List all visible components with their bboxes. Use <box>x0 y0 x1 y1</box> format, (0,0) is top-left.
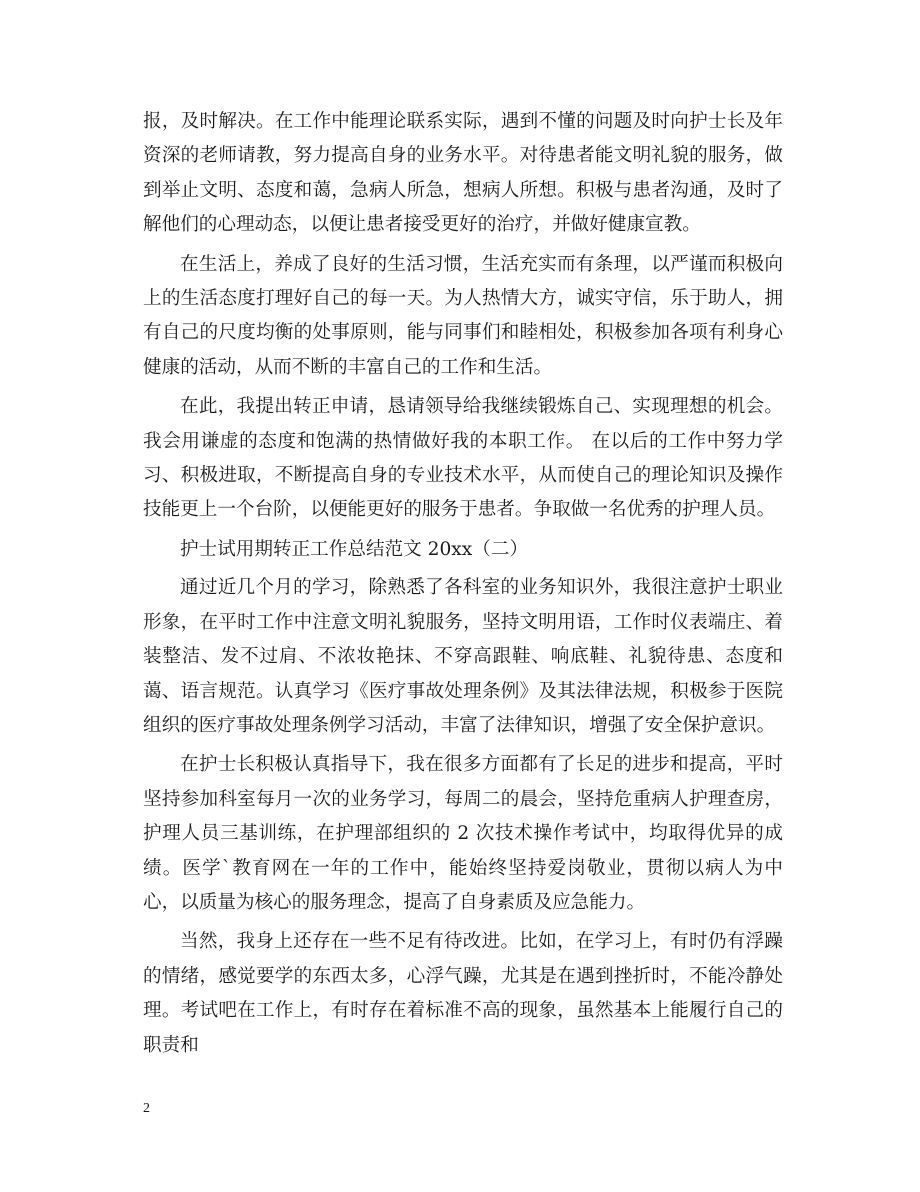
body-paragraph: 在护士长积极认真指导下，我在很多方面都有了长足的进步和提高，平时坚持参加科室每月一次的业务学习，每周二的晨会，坚持危重病人护理查房，护理人员三基训练，在护理部组织的 2 次技术操作考试中，均取得优异的成绩。医学`教育网在一年的工作中，能始终坚持爱岗敬业，贯彻以病人为中心，以质量为核心的服务理念，提高了自身素质及应急能力。 <box>143 754 783 913</box>
body-paragraph: 通过近几个月的学习，除熟悉了各科室的业务知识外，我很注意护士职业形象，在平时工作中注意文明礼貌服务，坚持文明用语，工作时仪表端庄、着装整洁、发不过肩、不浓妆艳抹、不穿高跟鞋、响底鞋、礼貌待患、态度和蔼、语言规范。认真学习《医疗事故处理条例》及其法律法规，积极参于医院组织的医疗事故处理条例学习活动，丰富了法律知识，增强了安全保护意识。 <box>143 577 783 736</box>
body-paragraph: 在此，我提出转正申请，恳请领导给我继续锻炼自己、实现理想的机会。我会用谦虚的态度和饱满的热情做好我的本职工作。 在以后的工作中努力学习、积极进取，不断提高自身的专业技术水平，从而使自己的理论知识及操作技能更上一个台阶，以便能更好的服务于患者。争取做一名优秀的护理人员。 <box>143 396 783 521</box>
body-paragraph: 当然，我身上还存在一些不足有待改进。比如，在学习上，有时仍有浮躁的情绪，感觉要学的东西太多，心浮气躁，尤其是在遇到挫折时，不能冷静处理。考试吧在工作上，有时存在着标准不高的现象，虽然基本上能履行自己的职责和 <box>143 931 783 1056</box>
body-paragraph: 报，及时解决。在工作中能理论联系实际，遇到不懂的问题及时向护士长及年资深的老师请教，努力提高自身的业务水平。对待患者能文明礼貌的服务，做到举止文明、态度和蔼，急病人所急，想病人所想。积极与患者沟通，及时了解他们的心理动态，以便让患者接受更好的治疗，并做好健康宣教。 <box>143 111 783 236</box>
page-number: 2 <box>143 1101 150 1116</box>
section-heading: 护士试用期转正工作总结范文 20xx（二） <box>180 538 529 560</box>
body-paragraph: 在生活上，养成了良好的生活习惯，生活充实而有条理，以严谨而积极向上的生活态度打理好自己的每一天。为人热情大方，诚实守信，乐于助人，拥有自己的尺度均衡的处事原则，能与同事们和睦相处，积极参加各项有利身心健康的活动，从而不断的丰富自己的工作和生活。 <box>143 253 783 378</box>
document-body <box>143 105 783 1068</box>
